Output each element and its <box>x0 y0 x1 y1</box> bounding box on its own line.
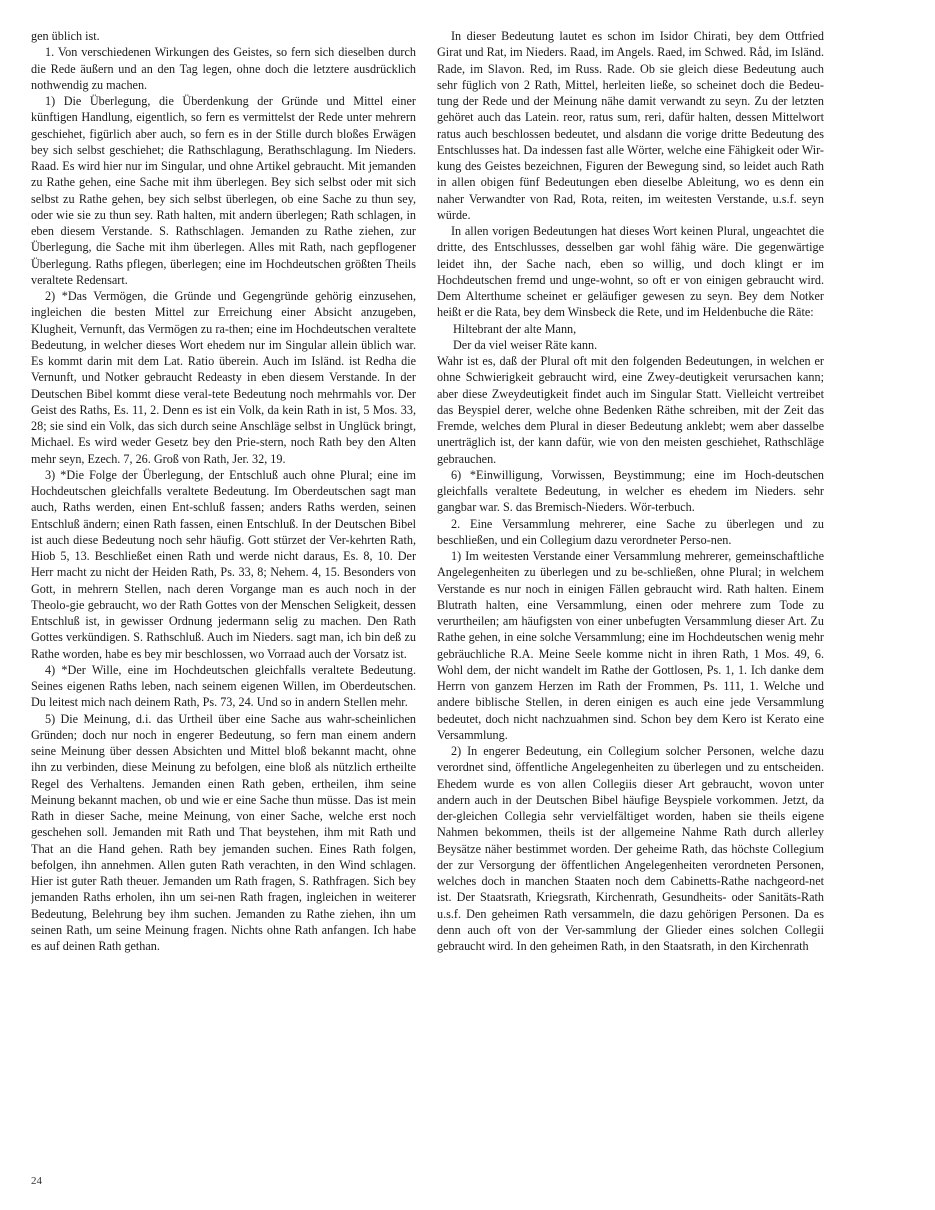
paragraph: In allen vorigen Bedeutungen hat dieses Wort keinen Plural, ungeachtet die dritte, des Entschlusses, desselben gar wohl fähig wäre. Die gegenwärtige leidet ihn, der Sache nach, eben so willig, und doch klingt er im Hochdeutschen fremd und unge-wohnt, so oft er von einigen gebraucht wird. Dem Alterthume scheinet er geläufiger gewesen zu seyn. Bey dem Notker heißt er die Rata, bey dem Winsbeck die Rete, und im Heldenbuche die Räte: <box>437 224 824 320</box>
paragraph: gen üblich ist. <box>31 29 100 43</box>
paragraph: 5) Die Meinung, d.i. das Urtheil über eine Sache aus wahr-scheinlichen Gründen; doch nur noch in engerer Bedeutung, so fern man einem andern seine Meinung über dessen Absichten und Mittel bloß bekannt macht, ohne ihn zu verbinden, diese Meinung zu befolgen, eine bloß als nützlich ertheilte Regel des Verhaltens. Jemanden einen Rath geben, ertheilen, ihm seine Meinung bekannt machen, ob und wie er eine Sache thun müsse. Das ist mein Rath in dieser Sache, meine Meinung, von einer Sache, welche erst noch geschehen soll. Jemanden mit Rath und That beystehen, ihm mit Rath und That an die Hand gehen. Rath bey jemanden suchen. Eines Rath folgen, befolgen, ihn annehmen. Allen guten Rath verachten, in den Wind schlagen. Hier ist guter Rath theuer. Jemanden um Rath fragen, S. Rathfragen. Sich bey jemanden Raths erholen, ihn um sei-nen Rath fragen, ingleichen in weiterer Bedeutung, Belehrung bey ihm suchen. Jemanden zu Rathe ziehen, ihn um seinen Rath, um seine Meinung fragen. Nichts ohne Rath anfangen. Ich habe es auf deinen Rath gethan. <box>31 711 416 953</box>
paragraph: 6) *Einwilligung, Vorwissen, Beystimmung; eine im Hoch-deutschen gleichfalls veraltete Bedeutung, in welcher es ehedem im Nieders. sehr gangbar war. S. das Bremisch-Nieders. Wör-terbuch. <box>437 467 824 515</box>
right-column <box>437 28 824 1178</box>
paragraph: 1) Die Überlegung, die Überdenkung der Gründe und Mittel einer künftigen Handlung, eigentlich, so fern es vermittelst der Rede unter mehrern geschiehet, figürlich aber auch, so fern es in der Stille durch bloßes Erwägen bey sich selbst geschiehet; die Rathschlagung, Berathschlagung. Im Nieders. Raad. Es wird hier nur im Singular, und ohne Artikel gebraucht. Mit jemanden zu Rathe gehen, eine Sache mit ihm überlegen. Bey sich selbst oder mit sich selbst zu Rathe gehen, bey sich selbst überlegen, ob eine Sache zu thun sey, oder wie sie zu thun sey. Rath halten, mit andern überlegen; Rath schlagen, in eben diesem Verstande. S. Rathschlagen. Jemanden zu Rathe ziehen, zur Überlegung, die Sache mit ihm überlegen. Alles mit Rath, nach gepflogener Überlegung. Raths pflegen, überlegen; eine im Hochdeutschen größten Theils veraltete Redensart. <box>31 94 416 287</box>
paragraph: Wahr ist es, daß der Plural oft mit den folgenden Bedeutungen, in welchen er ohne Schwierigkeit gebraucht wird, eine Zwey-deutigkeit verursachen kann; aber diese Zweydeutigkeit findet auch im Singular Statt. Vielleicht vertreibet das Beyspiel derer, welche ohne Bedenken Räthe schreiben, mit der Zeit das Fremde, welches dem Plural in dieser Bedeutung anklebt; wem aber dasselbe unerträglich ist, der kann dafür, wie von den meisten geschiehet, Rathschläge gebrauchen. <box>437 354 824 466</box>
left-column <box>31 28 416 1178</box>
paragraph: 3) *Die Folge der Überlegung, der Entschluß auch ohne Plural; eine im Hochdeutschen gleichfalls veraltete Bedeutung. Im Oberdeutschen sagt man auch, Raths werden, einen Ent-schluß fassen; anders Raths werden, seinen Entschluß ändern; einen Rath fassen, einen Entschluß. In der Deutschen Bibel ist auch diese Bedeutung noch sehr häufig. Gott stürzet der Ver-kehrten Rath, Hiob 5, 13. Beschließet einen Rath und werde nicht daraus, Es. 8, 10. Der Herr macht zu nicht der Heiden Rath, Ps. 33, 8; Nehem. 4, 15. Besonders von Gott, in mehrern Stellen, nach deren Vorgange man es auch noch in der Theolo-gie gebraucht, wo der Rath Gottes von der Menschen Seligkeit, dessen Entschluß ist, in gewisser Ordnung jedermann selig zu machen. Den Rath Gottes verkündigen. S. Rathschluß. Auch im Nieders. sagt man, ich bin deß zu Rathe worden, habe es bey mir beschlossen, wo Vorraad auch der Vorsatz ist. <box>31 467 416 661</box>
paragraph: 2. Eine Versammlung mehrerer, eine Sache zu überlegen und zu beschließen, und ein Collegium dazu verordneter Perso-nen. <box>437 516 824 547</box>
verse-line: Hiltebrant der alte Mann, <box>453 321 577 336</box>
paragraph: 2) *Das Vermögen, die Gründe und Gegengründe gehörig einzusehen, ingleichen die besten Mittel zur Erreichung einer Absicht anzugeben, Klugheit, Vernunft, das Vermögen zu ra-then; eine im Hochdeutschen veraltete Bedeutung, in welcher dieses Wort ehedem nur im Singular allein üblich war. Es kommt darin mit dem Lat. Ratio überein. Auch im Isländ. ist Redha die Vernunft, und Notker gebraucht Redeasty in eben diesem Verstande. In der Deutschen Bibel kommt diese veral-tete Bedeutung noch mehrmahls vor. Der Geist des Raths, Es. 11, 2. Denn es ist ein Volk, da kein Rath in ist, 5 Mos. 33, 28; sie sind ein Volk, das sich durch seine Anschläge selbst in Unglück bringt, Michael. Es wird weder Gesetz bey den Prie-stern, noch Rath bey den Alten mehr seyn, Ezech. 7, 26. Groß von Rath, Jer. 32, 19. <box>31 289 416 466</box>
paragraph: 2) In engerer Bedeutung, ein Collegium solcher Personen, welche dazu verordnet sind, öffentliche Angelegenheiten zu überlegen und zu entscheiden. Ehedem wurde es von allen Collegiis dieser Art gebraucht, wovon unter andern auch in der Deutschen Bibel häufige Beyspiele vorkommen. Jetzt, da der-gleichen Collegia sehr vervielfältiget worden, haben sie theils eigene Nahmen bekommen, theils ist der allgemeine Nahme Rath durch allerley Beysätze näher bestimmet worden. Der geheime Rath, das höchste Collegium der zur Versorgung der öffentlichen Angelegenheiten verordneten Personen, welches doch in manchen Staaten noch dem Cabinetts-Rathe nachgeord-net ist. Der Staatsrath, Kriegsrath, Kirchenrath, Gesundheits- oder Sanitäts-Rath u.s.f. Den geheimen Rath versammeln, die dazu gehörigen Personen. Da es denn auch oft von der Ver-sammlung der Glieder eines solchen Collegii gebraucht wird. In den geheimen Rath, in den Staatsrath, in den Kirchenrath <box>437 744 824 953</box>
paragraph: 1. Von verschiedenen Wirkungen des Geistes, so fern sich dieselben durch die Rede äußern und an den Tag legen, ohne doch die letztere ausdrücklich nothwendig zu machen. <box>31 45 416 92</box>
paragraph: 1) Im weitesten Verstande einer Versammlung mehrerer, gemeinschaftliche Angelegenheiten zu überlegen und zu be-schließen, ohne Plural; in welchem Verstande es nur noch in einigen Fällen gebraucht wird. Rath halten. Einem Blutrath halten, eine Versammlung, einen oder mehrere zum Tode zu verurtheilen; am häufigsten von einer unbefugten Versammlung dieser Art. Zu Rathe gehen, in eine solche Versammlung; eine im Hochdeutschen wenig mehr gebräuchliche R.A. Meine Seele komme nicht in ihren Rath, 1 Mos. 49, 6. Wohl dem, der nicht wandelt im Rathe der Gottlosen, Ps. 1, 1. Ich danke dem Herrn von ganzem Herzen im Rath der Frommen, Ps. 111, 1. Welche und andere biblische Stellen, in deren einigen es auch eine jede Versammlung bedeutet, doch nicht nachzuahmen sind. Schon bey dem Kero ist Kerato eine Versammlung. <box>437 549 824 742</box>
paragraph: 4) *Der Wille, eine im Hochdeutschen gleichfalls veraltete Bedeutung. Seines eigenen Raths leben, nach seinem eigenen Willen, im Oberdeutschen. Du leitest mich nach deinem Rath, Ps. 73, 24. Und so in andern Stellen mehr. <box>31 662 416 710</box>
verse-line: Der da viel weiser Räte kann. <box>453 337 598 352</box>
page-number: 24 <box>31 1175 42 1187</box>
paragraph: In dieser Bedeutung lautet es schon im Isidor Chirati, bey dem Ottfried Girat und Rat, im Nieders. Raad, im Angels. Raed, im Schwed. Råd, im Isländ. Rade, im Slavon. Red, im Russ. Rade. Ob sie gleich diese Bedeutung auch sehr füglich von 2 Rath, Mittel, herleiten ließe, so scheinet doch die Bedeu-tung der Rede und der Meinung nähe damit verwandt zu seyn. Zu der letzten gehöret auch das Latein. reor, ratus sum, reri, dafür halten, dessen Mittelwort ratus auch beschlossen bedeutet, und alsdann die vorige dritte Bedeutung des Entschlusses hat. Da indessen fast alle Wörter, welche eine Fähigkeit oder Wir-kung des Geistes bezeichnen, Figuren der Bewegung sind, so leidet auch Rath in allen obigen fünf Bedeutungen eben dieselbe Ableitung, wo es denn ein naher Verwandter von Rad, Rota, reiten, im weitesten Verstande, u.s.f. seyn würde. <box>437 29 824 222</box>
